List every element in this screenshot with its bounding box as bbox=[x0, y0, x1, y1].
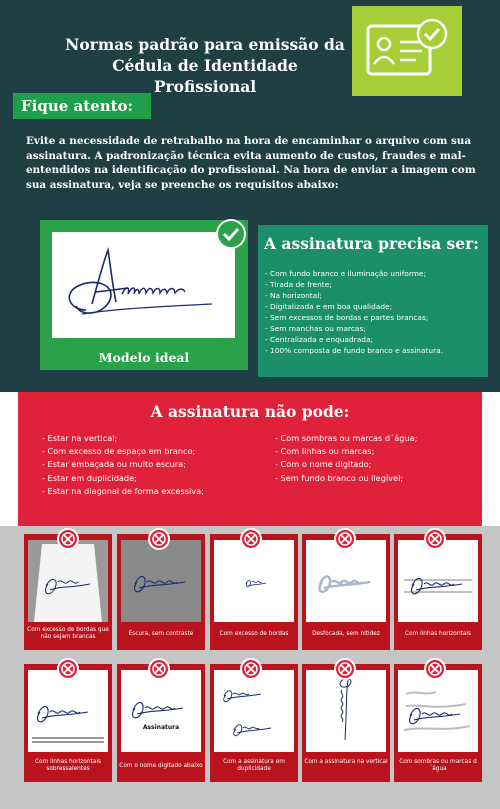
requirements-title: A assinatura precisa ser: bbox=[264, 234, 479, 253]
notice-label: Fique atento: bbox=[13, 93, 151, 119]
notice-text: Evite a necessidade de retrabalho na hora de encaminhar o arquivo com sua assinatura. A padronização técnica evita aumento de custos, fraudes e mal-entendidos na identificação do profissional. Na hora de enviar a imagem com sua assinatura, veja se preenche os requisitos abaixo: bbox=[26, 135, 476, 191]
example-image bbox=[121, 540, 201, 622]
prohibited-icon bbox=[148, 528, 170, 550]
example-image bbox=[398, 540, 478, 622]
example-label: Com sombras ou marcas d´água bbox=[399, 759, 477, 773]
title-line-2: Cédula de Identidade Profissional bbox=[112, 56, 298, 96]
restrictions-title: A assinatura não pode: bbox=[150, 402, 350, 421]
prohibited-icon bbox=[240, 528, 262, 550]
example-card-dark bbox=[117, 534, 205, 650]
requirement-item: - Com fundo branco e iluminação uniforme; bbox=[265, 269, 426, 278]
example-card-shadows bbox=[394, 664, 482, 782]
example-label: Desfocada, sem nitidez bbox=[312, 631, 380, 637]
prohibited-icon bbox=[240, 658, 262, 680]
example-label: Com a assinatura na vertical bbox=[304, 759, 388, 765]
typed-name: Assinatura bbox=[142, 724, 180, 731]
requirement-item: - Sem manchas ou marcas; bbox=[265, 324, 366, 333]
requirement-item: - Tirada de frente; bbox=[265, 280, 332, 289]
prohibited-icon bbox=[148, 658, 170, 680]
ideal-signature-image bbox=[52, 232, 235, 338]
restrictions-list-left bbox=[42, 432, 204, 498]
example-label: Com o nome digitado abaixo bbox=[119, 763, 203, 769]
example-card-blurred bbox=[302, 534, 390, 650]
ideal-model-caption: Modelo ideal bbox=[98, 350, 190, 365]
example-card-excess-borders bbox=[210, 534, 298, 650]
restriction-item: - Com sombras ou marcas d´água; bbox=[275, 433, 418, 443]
restriction-item: - Sem fundo branco ou ilegível; bbox=[275, 472, 404, 483]
prohibited-icon bbox=[424, 658, 446, 680]
restriction-item: - Com o nome digitado; bbox=[275, 459, 372, 470]
requirement-item: - Digitalizada e em boa qualidade; bbox=[265, 302, 393, 311]
example-card-horizontal-lines bbox=[394, 534, 482, 650]
restriction-item: - Estar na vertical; bbox=[42, 433, 118, 443]
restrictions-list-right bbox=[275, 432, 417, 485]
example-card-typed-name bbox=[117, 664, 205, 782]
restriction-item: - Com linhas ou marcas; bbox=[275, 446, 375, 457]
restriction-item: - Com excesso de espaço em branco; bbox=[42, 446, 196, 457]
title-line-1: Normas padrão para emissão da bbox=[65, 35, 345, 54]
requirement-item: - Na horizontal; bbox=[265, 291, 322, 300]
requirements-list bbox=[265, 268, 487, 356]
example-label: Com excesso de bordas bbox=[219, 631, 289, 637]
example-image bbox=[28, 540, 108, 622]
prohibited-icon bbox=[57, 658, 79, 680]
example-label: Com excesso de bordas que não sejam brancas bbox=[27, 627, 109, 641]
example-image bbox=[398, 670, 478, 752]
id-card-check-icon bbox=[352, 6, 462, 96]
prohibited-icon bbox=[334, 528, 356, 550]
restriction-item: - Estar em duplicidade; bbox=[42, 472, 137, 483]
example-image bbox=[214, 670, 294, 752]
requirement-item: - 100% composta de fundo branco e assinatura. bbox=[265, 346, 444, 355]
prohibited-icon bbox=[334, 658, 356, 680]
example-image bbox=[306, 540, 386, 622]
page-title bbox=[60, 34, 350, 97]
example-card-bad-borders bbox=[24, 534, 112, 650]
example-card-extra-lines bbox=[24, 664, 112, 782]
example-image bbox=[306, 670, 386, 752]
restriction-item: - Estar na diagonal de forma excessiva; bbox=[42, 485, 204, 496]
prohibited-icon bbox=[424, 528, 446, 550]
example-image bbox=[28, 670, 108, 752]
requirement-item: - Sem excessos de bordas e partes brancas; bbox=[265, 313, 429, 322]
example-card-duplicate bbox=[210, 664, 298, 782]
example-card-vertical bbox=[302, 664, 390, 782]
example-image bbox=[121, 670, 201, 752]
example-label: Com a assinatura em duplicidade bbox=[223, 759, 285, 773]
requirement-item: - Centralizada e enquadrada; bbox=[265, 335, 373, 344]
example-label: Escura, sem contraste bbox=[128, 631, 194, 637]
example-label: Com linhas horizontais sobressalentes bbox=[34, 759, 101, 773]
prohibited-icon bbox=[57, 528, 79, 550]
check-icon bbox=[216, 219, 246, 249]
example-label: Com linhas horizontais bbox=[404, 631, 471, 637]
example-image bbox=[214, 540, 294, 622]
restriction-item: - Estar embaçada ou muito escura; bbox=[42, 459, 186, 470]
